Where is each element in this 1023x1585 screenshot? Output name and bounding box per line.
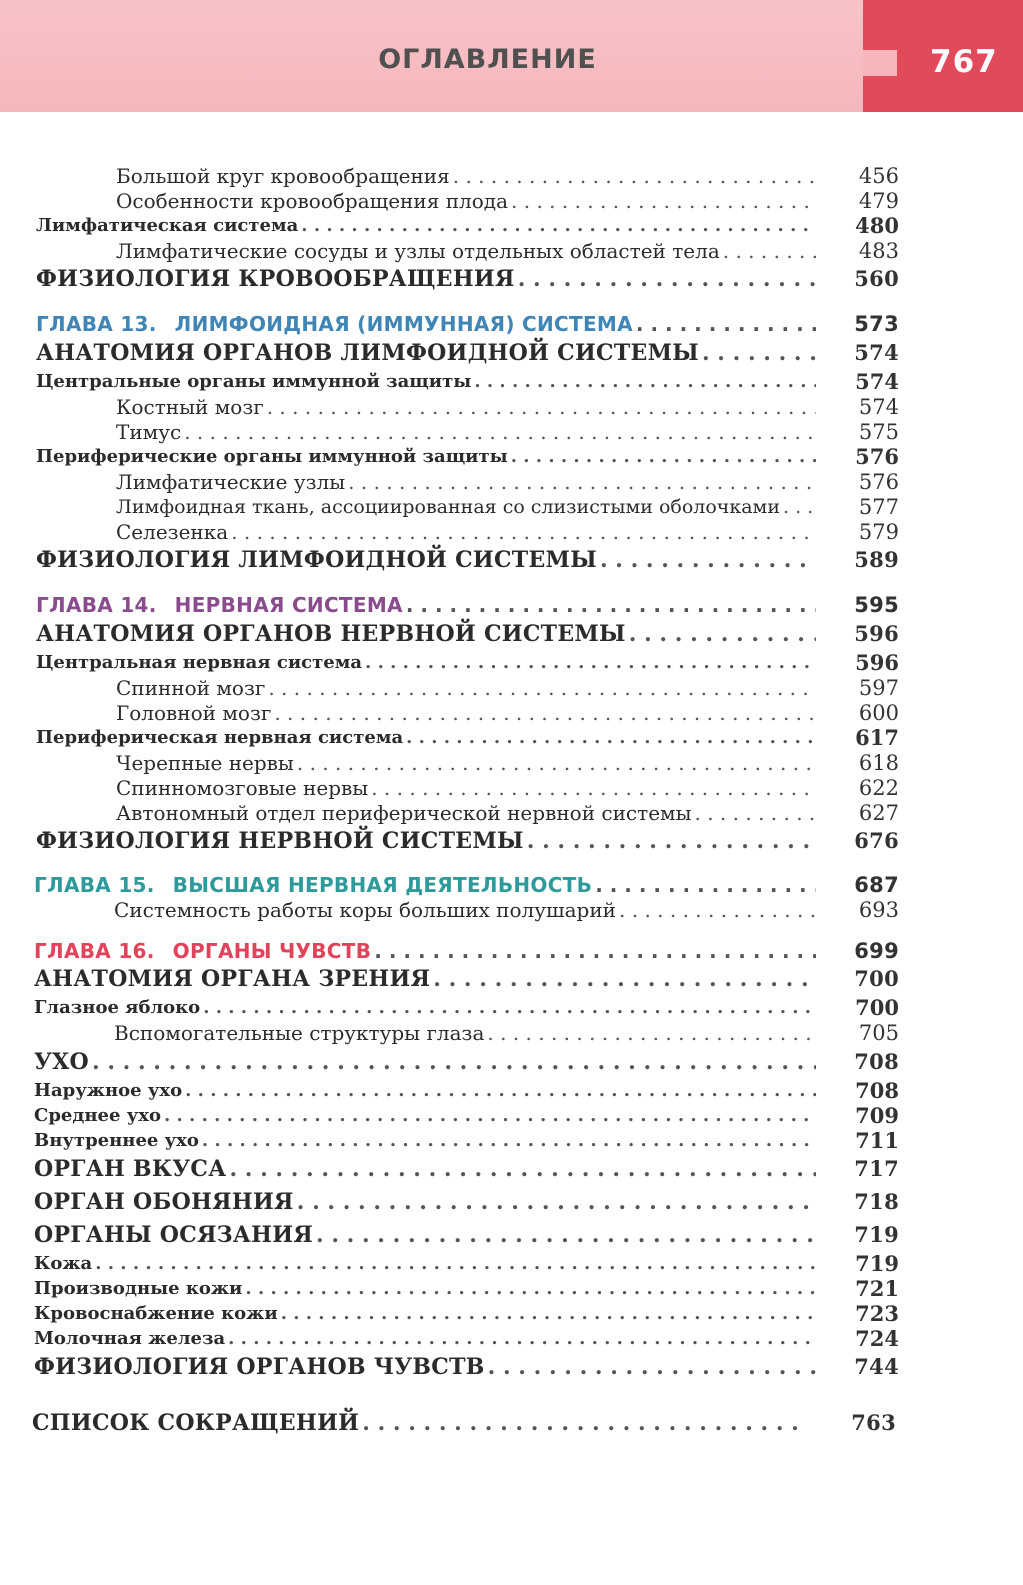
toc-entry-title: Автономный отдел периферической нервной системы — [116, 801, 692, 825]
toc-entry — [116, 395, 899, 419]
toc-entry-page: 700 — [854, 966, 899, 991]
dot-leader — [406, 593, 816, 617]
toc-entry-title: Селезенка — [116, 520, 229, 544]
toc-entry-title: Спинномозговые нервы — [116, 776, 369, 800]
toc-entry-title: ФИЗИОЛОГИЯ НЕРВНОЙ СИСТЕМЫ — [36, 828, 524, 854]
toc-entry-title: ФИЗИОЛОГИЯ ОРГАНОВ ЧУВСТВ — [34, 1354, 485, 1380]
toc-section — [36, 547, 899, 573]
toc-entry-page: 763 — [851, 1410, 896, 1435]
dot-leader — [511, 445, 816, 469]
toc-entry — [114, 1021, 899, 1045]
toc-entry-title: Молочная железа — [34, 1328, 226, 1349]
toc-entry-page: 718 — [854, 1189, 899, 1214]
toc-section — [34, 1156, 899, 1182]
toc-entry-page: 596 — [854, 621, 899, 646]
toc-entry — [36, 444, 899, 469]
toc-entry-title: Тимус — [116, 420, 182, 444]
toc-entry-title: ФИЗИОЛОГИЯ ЛИМФОИДНОЙ СИСТЕМЫ — [36, 547, 597, 573]
dot-leader — [406, 726, 816, 750]
toc-entry-page: 709 — [855, 1103, 899, 1128]
toc-entry-page: 717 — [854, 1156, 899, 1181]
toc-section — [36, 266, 899, 292]
toc-entry-page: 576 — [855, 444, 899, 469]
toc-entry-title: Лимфатическая система — [36, 215, 299, 236]
toc-entry-title: ОРГАНЫ ОСЯЗАНИЯ — [34, 1222, 314, 1248]
dot-leader — [453, 164, 816, 188]
toc-entry-title: Головной мозг — [116, 701, 272, 725]
toc-entry-page: 724 — [855, 1326, 899, 1351]
toc-entry — [36, 213, 899, 238]
toc-entry — [116, 470, 899, 494]
chapter-title: ОРГАНЫ ЧУВСТВ — [172, 939, 372, 963]
toc-section — [34, 1222, 899, 1248]
dot-leader — [228, 1327, 816, 1351]
toc-section — [36, 828, 899, 854]
toc-entry-title: Костный мозг — [116, 395, 264, 419]
chapter-title: НЕРВНАЯ СИСТЕМА — [174, 593, 403, 617]
toc-entry-page: 479 — [858, 189, 899, 213]
toc-entry-title: АНАТОМИЯ ОРГАНА ЗРЕНИЯ — [34, 966, 431, 992]
toc-entry-page: 597 — [858, 676, 899, 700]
toc-entry-title: АНАТОМИЯ ОРГАНОВ ЛИМФОИДНОЙ СИСТЕМЫ — [36, 340, 699, 366]
toc-entry-page: 574 — [858, 395, 899, 419]
toc-entry-page: 721 — [855, 1276, 899, 1301]
dot-leader — [202, 1129, 816, 1153]
toc-entry-page: 700 — [855, 995, 899, 1020]
toc-entry-page: 573 — [854, 312, 899, 336]
toc-entry-page: 589 — [854, 547, 899, 572]
toc-entry — [116, 420, 899, 444]
toc-entry-page: 600 — [858, 701, 899, 725]
toc-entry-page: 676 — [854, 828, 899, 853]
toc-entry-page: 687 — [854, 873, 899, 897]
toc-entry-page: 627 — [858, 801, 899, 825]
dot-leader — [184, 420, 816, 444]
toc-section — [36, 340, 899, 366]
toc-entry-page: 596 — [855, 650, 899, 675]
dot-leader — [185, 1079, 816, 1103]
toc-entry-page: 456 — [858, 164, 899, 188]
chapter-16-heading — [34, 939, 899, 963]
page-header-title: ОГЛАВЛЕНИЕ — [378, 44, 597, 75]
toc-entry-page: 595 — [854, 593, 899, 617]
toc-entry — [116, 701, 899, 725]
toc-entry-title: ОРГАН ВКУСА — [34, 1156, 227, 1182]
dot-leader — [371, 776, 816, 800]
toc-section — [34, 1049, 899, 1075]
chapter-number: ГЛАВА 14. — [36, 593, 157, 617]
toc-entry-page: 480 — [855, 213, 899, 238]
dot-leader — [95, 1252, 816, 1276]
dot-leader — [245, 1277, 816, 1301]
toc-entry-page: 574 — [854, 340, 899, 365]
toc-section-abbreviations — [32, 1410, 896, 1436]
toc-entry-title: Черепные нервы — [116, 751, 294, 775]
toc-entry-page: 579 — [858, 520, 899, 544]
toc-entry-title: Большой круг кровообращения — [116, 164, 450, 188]
toc-entry-title: АНАТОМИЯ ОРГАНОВ НЕРВНОЙ СИСТЕМЫ — [36, 621, 626, 647]
dot-leader — [231, 520, 816, 544]
dot-leader — [301, 214, 816, 238]
toc-entry-title: Лимфоидная ткань, ассоциированная со слизистыми оболочками — [116, 496, 780, 518]
dot-leader — [365, 651, 816, 675]
toc-entry-page: 618 — [858, 751, 899, 775]
toc-entry — [36, 650, 899, 675]
chapter-15-heading — [34, 873, 899, 897]
toc-entry-title: ОРГАН ОБОНЯНИЯ — [34, 1189, 294, 1215]
dot-leader — [164, 1104, 816, 1128]
toc-entry — [34, 1078, 899, 1103]
dot-leader — [433, 967, 816, 991]
toc-entry-page: 575 — [858, 420, 899, 444]
toc-entry — [116, 751, 899, 775]
chapter-number: ГЛАВА 16. — [34, 939, 155, 963]
toc-entry — [116, 189, 899, 213]
toc-entry — [116, 520, 899, 544]
dot-leader — [203, 996, 816, 1020]
dot-leader — [316, 1223, 816, 1247]
toc-section — [34, 1354, 899, 1380]
toc-entry-page: 574 — [855, 369, 899, 394]
toc-entry-page: 577 — [858, 495, 899, 519]
toc-entry — [34, 1276, 899, 1301]
toc-entry — [34, 1301, 899, 1326]
dot-leader — [695, 801, 817, 825]
dot-leader — [629, 622, 816, 646]
dot-leader — [488, 1355, 816, 1379]
toc-section — [36, 621, 899, 647]
toc-entry-title: Лимфатические сосуды и узлы отдельных областей тела — [116, 239, 720, 263]
toc-entry-title: Внутреннее ухо — [34, 1130, 199, 1151]
toc-entry-title: Вспомогательные структуры глаза — [114, 1021, 485, 1045]
toc-entry-title: Наружное ухо — [34, 1080, 183, 1101]
dot-leader — [702, 341, 816, 365]
dot-leader — [268, 676, 816, 700]
toc-entry-title: Периферическая нервная система — [36, 727, 404, 748]
dot-leader — [636, 312, 816, 336]
toc-section — [34, 966, 899, 992]
chapter-13-heading — [36, 312, 899, 336]
dot-leader — [619, 898, 816, 922]
toc-entry-page: 617 — [855, 725, 899, 750]
dot-leader — [92, 1050, 816, 1074]
toc-entry — [36, 725, 899, 750]
dot-leader — [297, 751, 816, 775]
dot-leader — [348, 470, 816, 494]
dot-leader — [281, 1302, 816, 1326]
toc-entry-title: Среднее ухо — [34, 1105, 161, 1126]
dot-leader — [783, 495, 816, 519]
dot-leader — [487, 1021, 816, 1045]
toc-entry-page: 744 — [854, 1354, 899, 1379]
toc-entry — [34, 1103, 899, 1128]
toc-entry-title: Системность работы коры больших полушарий — [114, 898, 617, 922]
chapter-title: ЛИМФОИДНАЯ (ИММУННАЯ) СИСТЕМА — [174, 312, 633, 336]
toc-entry-page: 719 — [854, 1222, 899, 1247]
toc-entry — [34, 1326, 899, 1351]
toc-entry — [36, 369, 899, 394]
toc-entry-page: 705 — [858, 1021, 899, 1045]
chapter-number: ГЛАВА 13. — [36, 312, 157, 336]
toc-entry-title: Спинной мозг — [116, 676, 266, 700]
toc-entry-title: УХО — [34, 1049, 89, 1075]
toc-entry — [116, 239, 899, 263]
toc-entry — [34, 995, 899, 1020]
dot-leader — [274, 701, 816, 725]
page-number: 767 — [930, 44, 998, 80]
dot-leader — [511, 189, 816, 213]
toc-entry-page: 622 — [858, 776, 899, 800]
dot-leader — [474, 370, 816, 394]
toc-entry-title: Особенности кровообращения плода — [116, 189, 509, 213]
toc-entry — [114, 898, 899, 922]
toc-entry-title: Центральные органы иммунной защиты — [36, 371, 472, 392]
toc-entry-page: 483 — [858, 239, 899, 263]
toc-entry-page: 708 — [854, 1049, 899, 1074]
dot-leader — [374, 939, 816, 963]
toc-entry-title: Кожа — [34, 1253, 93, 1274]
dot-leader — [297, 1190, 816, 1214]
dot-leader — [600, 548, 816, 572]
dot-leader — [527, 829, 816, 853]
dot-leader — [362, 1411, 808, 1435]
dot-leader — [229, 1157, 816, 1181]
dot-leader — [595, 873, 816, 897]
toc-entry — [116, 164, 899, 188]
dot-leader — [723, 239, 816, 263]
toc-entry-page: 560 — [854, 266, 899, 291]
toc-entry-title: Центральная нервная система — [36, 652, 363, 673]
toc-entry-title: ФИЗИОЛОГИЯ КРОВООБРАЩЕНИЯ — [36, 266, 515, 292]
toc-entry-title: Лимфатические узлы — [116, 470, 346, 494]
chapter-title: ВЫСШАЯ НЕРВНАЯ ДЕЯТЕЛЬНОСТЬ — [172, 873, 593, 897]
toc-entry-title: Производные кожи — [34, 1278, 243, 1299]
toc-section — [34, 1189, 899, 1215]
toc-entry — [116, 495, 899, 519]
toc-entry-page: 719 — [855, 1251, 899, 1276]
toc-entry-title: Периферические органы иммунной защиты — [36, 446, 508, 467]
chapter-14-heading — [36, 593, 899, 617]
toc-entry — [34, 1128, 899, 1153]
toc-entry-page: 711 — [855, 1128, 899, 1153]
toc-entry — [116, 776, 899, 800]
toc-entry — [116, 801, 899, 825]
toc-entry-title: Глазное яблоко — [34, 997, 201, 1018]
toc-entry — [34, 1251, 899, 1276]
chapter-number: ГЛАВА 15. — [34, 873, 155, 897]
toc-entry-page: 693 — [858, 898, 899, 922]
toc-entry — [116, 676, 899, 700]
dot-leader — [267, 395, 816, 419]
toc-entry-page: 723 — [855, 1301, 899, 1326]
toc-entry-page: 708 — [855, 1078, 899, 1103]
dot-leader — [518, 267, 816, 291]
toc-entry-page: 576 — [858, 470, 899, 494]
toc-entry-title: СПИСОК СОКРАЩЕНИЙ — [32, 1410, 360, 1436]
toc-entry-title: Кровоснабжение кожи — [34, 1303, 278, 1324]
toc-entry-page: 699 — [854, 939, 899, 963]
